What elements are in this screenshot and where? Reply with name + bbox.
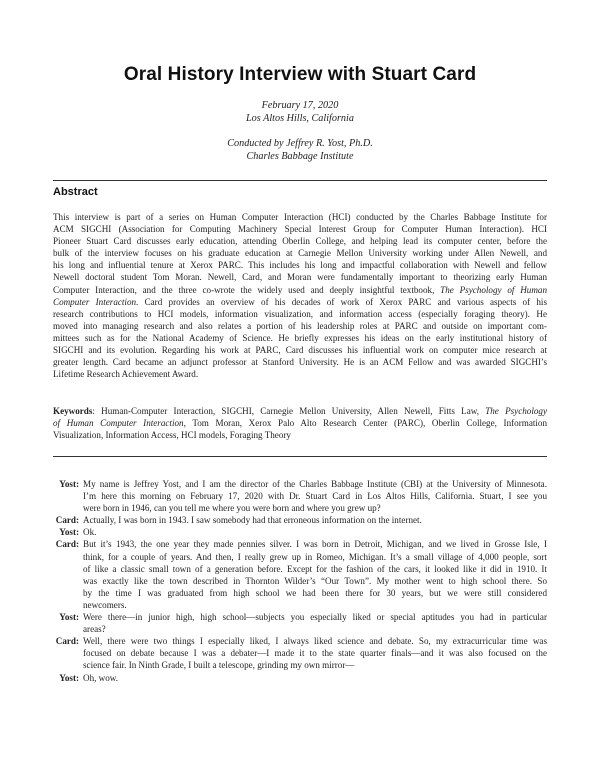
keywords-label: Keywords xyxy=(53,406,93,416)
keywords xyxy=(53,405,547,441)
section-divider-bottom xyxy=(53,456,547,457)
book-title: The Psychology of Human xyxy=(440,284,547,295)
transcript-turn xyxy=(53,672,547,684)
page-title: Oral History Interview with Stuart Card xyxy=(123,64,477,85)
interviewer-info xyxy=(0,137,600,163)
abstract-line: his long and influential tenure at Xerox PARC. This includes his long and impactful collaboration with Newell and fellow xyxy=(53,260,547,271)
abstract-line: Computer Interaction. Card provides an overview of his decades of work of Xerox PARC and various aspects of his xyxy=(53,296,547,307)
speaker-label: Yost: xyxy=(59,527,79,538)
speaker-label: Card: xyxy=(55,515,79,526)
speaker-label: Yost: xyxy=(59,479,79,489)
keywords-line: of Human Computer Interaction, Tom Moran, Xerox Palo Alto Research Center (PARC), Oberlin College, Information xyxy=(53,418,547,429)
abstract-line: research contributions to HCI models, information visualization, and information access (especially foraging theory). He xyxy=(53,308,547,319)
interview-transcript xyxy=(53,478,547,684)
institution: Charles Babbage Institute xyxy=(246,151,354,162)
transcript-turn xyxy=(53,635,547,671)
keywords-line: Keywords: Human-Computer Interaction, SIGCHI, Carnegie Mellon University, Allen Newell, Fitts Law, The Psychology xyxy=(53,406,547,416)
interview-location: Los Altos Hills, California xyxy=(246,113,354,124)
abstract-line: ACM SIGCHI (Association for Computing Machinery Special Interest Group for Computer Human Interaction). HCI xyxy=(53,224,547,235)
speaker-label: Yost: xyxy=(59,672,79,683)
abstract-heading: Abstract xyxy=(53,186,98,198)
section-divider-top xyxy=(53,180,547,181)
interview-date: February 17, 2020 xyxy=(261,100,339,111)
speaker-label: Yost: xyxy=(59,612,79,623)
utterance: Were there—in junior high, high school—subjects you especially liked or special aptitudes you had in particular areas? xyxy=(83,612,547,635)
abstract-line: This interview is part of a series on Human Computer Interaction (HCI) conducted by the Charles Babbage Institute for xyxy=(53,212,547,222)
utterance: But it’s 1943, the one year they made pennies silver. I was born in Detroit, Michigan, and we lived in Grosse Isle, I think, for a couple of years. And then, I really grew up in Romeo, Michigan. It’s a small village of 4,000 people, sort of like a classic small town of a generation before. Except for the fashion of the cars, it looked like it did in 1910. It was exactly like the town described in Thornton Wilder’s “Our Town”. My mother went to high school there. So by the time I was graduated from high school we had been there for 30 years, but we were still considered newcomers. xyxy=(83,539,547,610)
utterance: Well, there were two things I especially liked, I always liked science and debate. So, my extracurricular time was focused on debate because I was a debater—I made it to the state quarter finals—and it was also focused on the science fair. In Ninth Grade, I built a telescope, grinding my own mirror— xyxy=(83,636,547,671)
transcript-turn xyxy=(53,514,547,526)
transcript-turn xyxy=(53,478,547,514)
utterance: My name is Jeffrey Yost, and I am the director of the Charles Babbage Institute (CBI) at the University of Minnesota. I’m here this morning on February 17, 2020 with Dr. Stuart Card in Los Altos Hills, California. Stuart, I see you were born in 1946, can you tell me where you were born and where you grew up? xyxy=(83,479,547,514)
abstract-line: moved into managing research and also relates a portion of his leadership roles at PARC and outside on important com- xyxy=(53,320,547,331)
utterance: Oh, wow. xyxy=(83,672,119,683)
abstract-line: Computer Interaction, and the three co-wrote the widely used and deeply insightful textbook, The Psychology of Human xyxy=(53,284,547,295)
abstract-body xyxy=(53,211,547,380)
transcript-turn xyxy=(53,538,547,611)
keywords-line: Visualization, Information Access, HCI models, Foraging Theory xyxy=(53,430,291,441)
speaker-label: Card: xyxy=(55,539,79,550)
transcript-turn xyxy=(53,526,547,538)
transcript-turn xyxy=(53,611,547,635)
conducted-by: Conducted by Jeffrey R. Yost, Ph.D. xyxy=(227,138,373,149)
abstract-line: bulk of the interview focuses on his graduate education at Carnegie Mellon University working under Allen Newell, and xyxy=(53,248,547,259)
utterance: Actually, I was born in 1943. I saw somebody had that erroneous information on the internet. xyxy=(83,515,422,526)
abstract-line: Pioneer Stuart Card discusses early education, attending Oberlin College, and helping lead its computer center, before the xyxy=(53,236,547,247)
interview-date-location xyxy=(0,99,600,125)
abstract-line: Lifetime Research Achievement Award. xyxy=(53,369,199,380)
abstract-line: mittees such as for the National Academy of Science. He briefly expresses his ideas on the early institutional history of xyxy=(53,332,547,343)
speaker-label: Card: xyxy=(55,636,79,647)
abstract-line: greater length. Card became an adjunct professor at Stanford University. He is an ACM Fellow and was awarded SIGCHI’s xyxy=(53,357,547,368)
utterance: Ok. xyxy=(83,527,97,538)
abstract-line: Newell doctoral student Tom Moran. Newell, Card, and Moran were fundamentally important to theorizing early Human xyxy=(53,272,547,283)
book-title-cont: Computer Interaction xyxy=(53,296,137,307)
abstract-line: SIGCHI and its evolution. Regarding his work at PARC, Card discusses his influential work on computer mice research at xyxy=(53,345,547,356)
